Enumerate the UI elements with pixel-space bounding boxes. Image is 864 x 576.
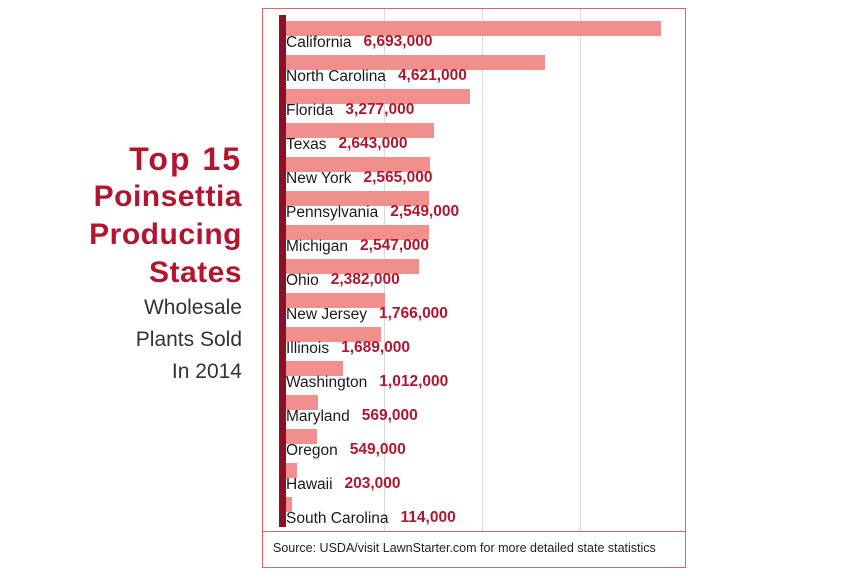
bar-value-label: 1,012,000: [379, 373, 449, 390]
bar-row: [279, 121, 685, 155]
bar-value-label: 2,565,000: [363, 169, 433, 186]
bar-category-label: Illinois: [286, 340, 330, 357]
bar-row: [279, 223, 685, 257]
bar-value-label: 2,547,000: [360, 237, 429, 254]
source-bar: [263, 531, 685, 567]
title-line-3: Producing: [89, 218, 242, 251]
title-line-1: Top 15: [129, 141, 242, 177]
bar-category-label: Florida: [286, 102, 334, 119]
title-line-4: States: [148, 256, 242, 289]
bar-value-label: 2,643,000: [338, 135, 408, 152]
bar-value-label: 2,382,000: [330, 271, 400, 288]
bar-row: [279, 155, 685, 189]
bar-category-label: Pennsylvania: [286, 204, 379, 221]
bar-category-label: Washington: [286, 374, 368, 391]
bar-category-label: Maryland: [286, 408, 350, 425]
bar-category-label: South Carolina: [286, 510, 389, 527]
bar-row: [279, 461, 685, 495]
bar-value-label: 4,621,000: [397, 67, 467, 84]
bar-category-label: Hawaii: [286, 476, 333, 493]
bar-value-label: 6,693,000: [363, 33, 433, 50]
bar-category-label: New Jersey: [286, 306, 367, 323]
bar-row: [279, 359, 685, 393]
bar-row: [279, 495, 685, 529]
source-text: Source: USDA/visit LawnStarter.com for more detailed state statistics: [273, 541, 656, 555]
bar-value-label: 114,000: [400, 509, 456, 526]
bar-category-label: Michigan: [286, 238, 349, 255]
bar-row: [279, 87, 685, 121]
subtitle-line-2: Plants Sold: [135, 328, 242, 351]
bar-category-label: Texas: [286, 136, 327, 153]
bar-row: [279, 427, 685, 461]
bar-row: [279, 53, 685, 87]
plot-area: [263, 9, 685, 531]
bar-value-label: 549,000: [349, 441, 406, 458]
bar-category-label: New York: [286, 170, 352, 187]
bar-category-label: California: [286, 34, 352, 51]
subtitle-line-1: Wholesale: [143, 296, 242, 319]
bar-value-label: 3,277,000: [345, 101, 415, 118]
bar-category-label: North Carolina: [286, 68, 386, 85]
bar-row: [279, 257, 685, 291]
subtitle-line-3: In 2014: [171, 360, 242, 383]
bar-value-label: 203,000: [344, 475, 401, 492]
bar-row: [279, 19, 685, 53]
bar-row: [279, 189, 685, 223]
chart-frame: [262, 8, 686, 568]
bar-value-label: 1,689,000: [341, 339, 411, 356]
bar-row: [279, 393, 685, 427]
bar-category-label: Ohio: [286, 272, 319, 289]
title-block: [0, 140, 248, 388]
bar-value-label: 1,766,000: [378, 305, 448, 322]
bar-value-label: 2,549,000: [390, 203, 460, 220]
bar-value-label: 569,000: [361, 407, 418, 424]
bar-row: [279, 325, 685, 359]
bar-category-label: Oregon: [286, 442, 338, 459]
bar-row: [279, 291, 685, 325]
title-line-2: Poinsettia: [93, 180, 242, 213]
